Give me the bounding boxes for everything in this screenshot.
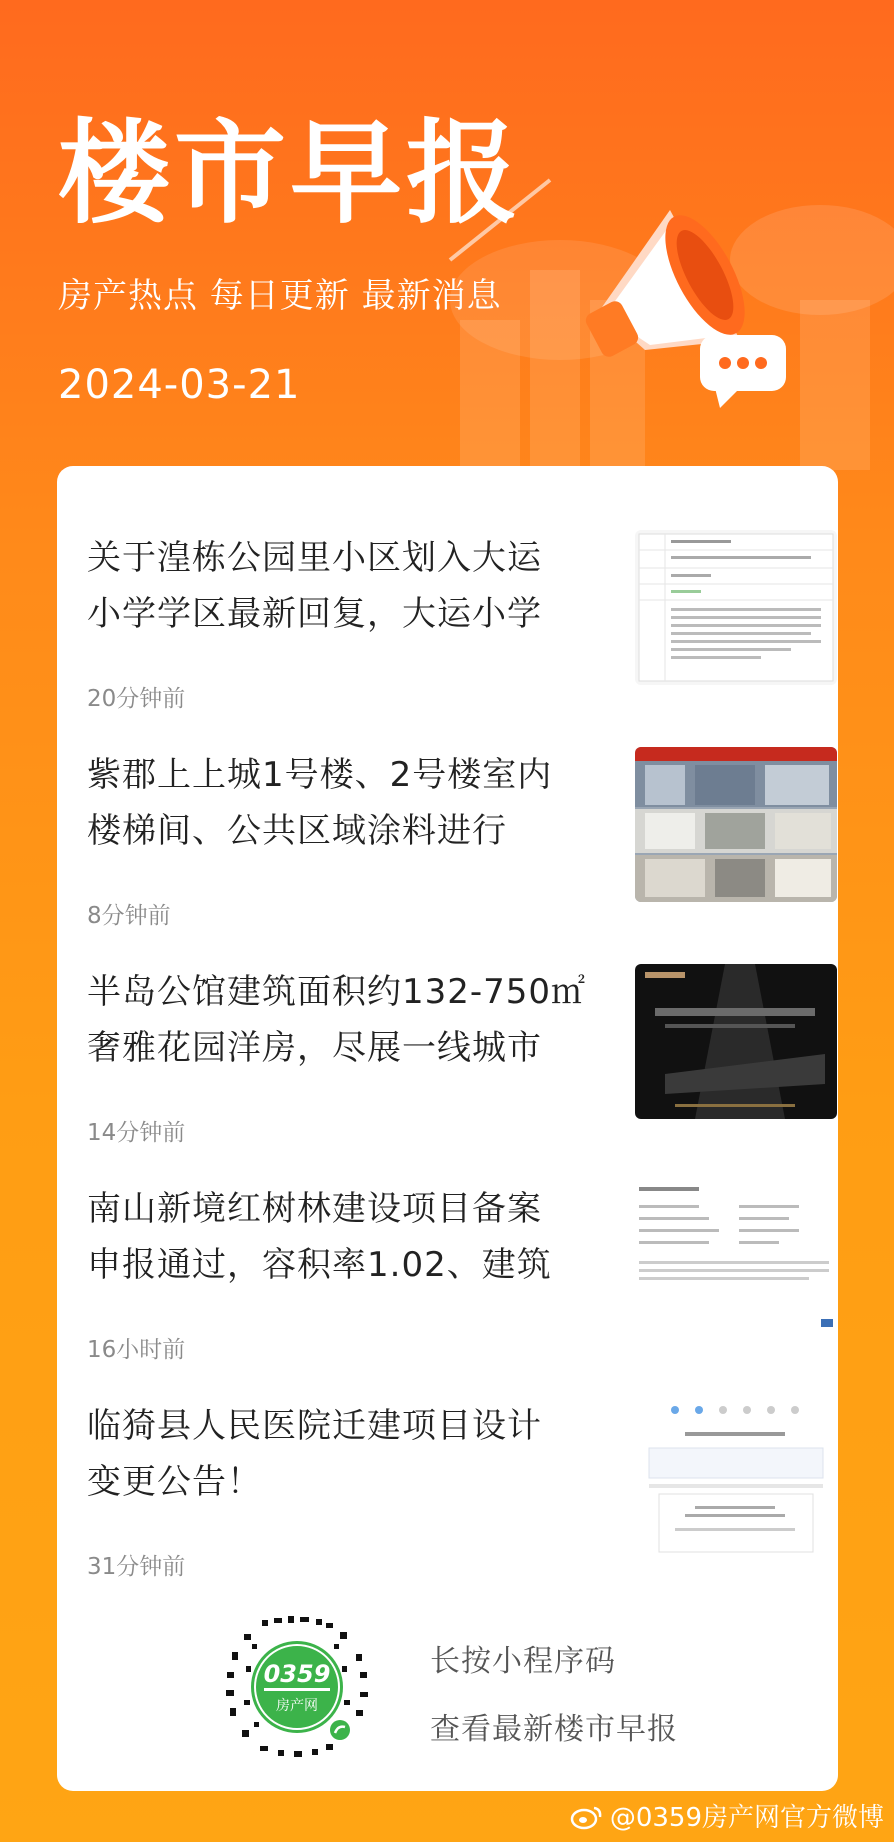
news-item[interactable]: [87, 747, 818, 947]
svg-text:房产网: 房产网: [276, 1698, 318, 1714]
news-title: 紫郡上上城1号楼、2号楼室内 楼梯间、公共区域涂料进行: [87, 755, 553, 851]
news-time: 16小时前: [87, 1337, 186, 1363]
news-item[interactable]: [87, 964, 818, 1164]
news-time: 31分钟前: [87, 1554, 186, 1580]
document-thumbnail: [635, 530, 837, 685]
notice-thumbnail: [635, 1398, 837, 1553]
news-title: 临猗县人民医院迁建项目设计 变更公告！: [87, 1406, 542, 1502]
report-date: 2024-03-21: [58, 362, 301, 408]
mini-program-code[interactable]: [222, 1612, 372, 1762]
form-thumbnail: [635, 1181, 837, 1336]
news-card: [57, 466, 838, 1791]
news-time: 8分钟前: [87, 903, 171, 929]
news-item[interactable]: [87, 530, 818, 730]
building-photo-thumbnail: [635, 747, 837, 902]
news-item[interactable]: [87, 1181, 818, 1381]
news-item[interactable]: [87, 1398, 818, 1598]
watermark-text: @0359房产网官方微博: [609, 1803, 884, 1833]
svg-text:0359: 0359: [263, 1660, 331, 1688]
news-title: 关于湟栋公园里小区划入大运 小学学区最新回复，大运小学: [87, 538, 542, 634]
news-title: 半岛公馆建筑面积约132-750㎡ 奢雅花园洋房，尽展一线城市: [87, 972, 587, 1068]
qr-hint-line1: 长按小程序码: [430, 1644, 616, 1679]
weibo-watermark: [570, 1797, 884, 1834]
qr-hint-line2: 查看最新楼市早报: [430, 1712, 678, 1747]
page-subtitle: 房产热点 每日更新 最新消息: [58, 276, 502, 316]
dark-promo-thumbnail: [635, 964, 837, 1119]
hero-banner: [0, 0, 894, 480]
weibo-icon: [570, 1802, 604, 1830]
news-time: 20分钟前: [87, 686, 186, 712]
news-time: 14分钟前: [87, 1120, 186, 1146]
page-title: 楼市早报: [58, 109, 522, 239]
news-title: 南山新境红树林建设项目备案 申报通过，容积率1.02、建筑: [87, 1189, 552, 1285]
